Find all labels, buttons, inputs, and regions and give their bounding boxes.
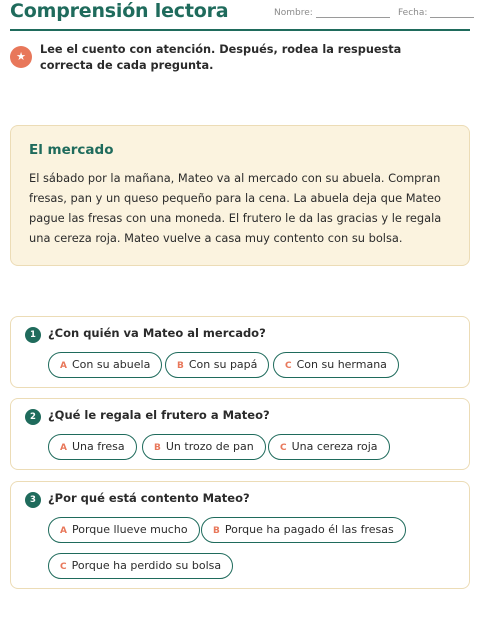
question-card-1 xyxy=(10,316,470,388)
question-text: ¿Con quién va Mateo al mercado? xyxy=(48,326,266,340)
option-a[interactable] xyxy=(48,352,162,378)
option-text: Con su papá xyxy=(188,358,258,371)
date-line[interactable] xyxy=(430,17,474,18)
option-text: Porque ha pagado él las fresas xyxy=(224,523,394,536)
worksheet-title: Comprensión lectora xyxy=(10,0,229,22)
name-label: Nombre: xyxy=(274,8,313,18)
question-number: 3 xyxy=(25,492,41,508)
option-text: Con su abuela xyxy=(71,358,151,371)
option-letter: C xyxy=(60,562,67,572)
option-text: Con su hermana xyxy=(296,358,387,371)
option-letter: C xyxy=(285,361,292,371)
option-letter: A xyxy=(60,526,67,536)
question-card-3 xyxy=(10,481,470,589)
worksheet-header xyxy=(10,0,470,31)
question-text: ¿Qué le regala el frutero a Mateo? xyxy=(48,408,270,422)
option-letter: B xyxy=(154,443,161,453)
option-text: Una cereza roja xyxy=(291,440,378,453)
date-label: Fecha: xyxy=(398,8,428,18)
star-icon: ★ xyxy=(10,46,32,68)
option-c[interactable] xyxy=(268,434,390,460)
option-b[interactable] xyxy=(165,352,269,378)
name-field[interactable] xyxy=(274,8,390,18)
option-letter: C xyxy=(280,443,287,453)
question-card-2 xyxy=(10,398,470,470)
question-number: 2 xyxy=(25,409,41,425)
question-number: 1 xyxy=(25,327,41,343)
option-c[interactable] xyxy=(48,553,233,579)
option-letter: A xyxy=(60,443,67,453)
story-text: El sábado por la mañana, Mateo va al mercado con su abuela. Compran fresas, pan y un queso pequeño para la cena. La abuela deja que Mateo pague las fresas con una moneda. El frutero le da las gracias y le regala una cereza roja. Mateo vuelve a casa muy contento con su bolsa. xyxy=(29,171,442,245)
question-text: ¿Por qué está contento Mateo? xyxy=(48,491,250,505)
option-text: Porque ha perdido su bolsa xyxy=(71,559,222,572)
option-b[interactable] xyxy=(201,517,406,543)
option-text: Porque llueve mucho xyxy=(71,523,188,536)
option-text: Un trozo de pan xyxy=(165,440,254,453)
option-text: Una fresa xyxy=(71,440,125,453)
option-letter: A xyxy=(60,361,67,371)
option-b[interactable] xyxy=(142,434,266,460)
option-letter: B xyxy=(213,526,220,536)
option-c[interactable] xyxy=(273,352,399,378)
date-field[interactable] xyxy=(398,8,474,18)
story-title: El mercado xyxy=(29,142,114,158)
option-letter: B xyxy=(177,361,184,371)
option-a[interactable] xyxy=(48,517,200,543)
name-line[interactable] xyxy=(316,17,390,18)
instructions-text: Lee el cuento con atención. Después, rodea la respuesta correcta de cada pregunta. xyxy=(40,43,402,72)
option-a[interactable] xyxy=(48,434,137,460)
story-card xyxy=(10,125,470,266)
